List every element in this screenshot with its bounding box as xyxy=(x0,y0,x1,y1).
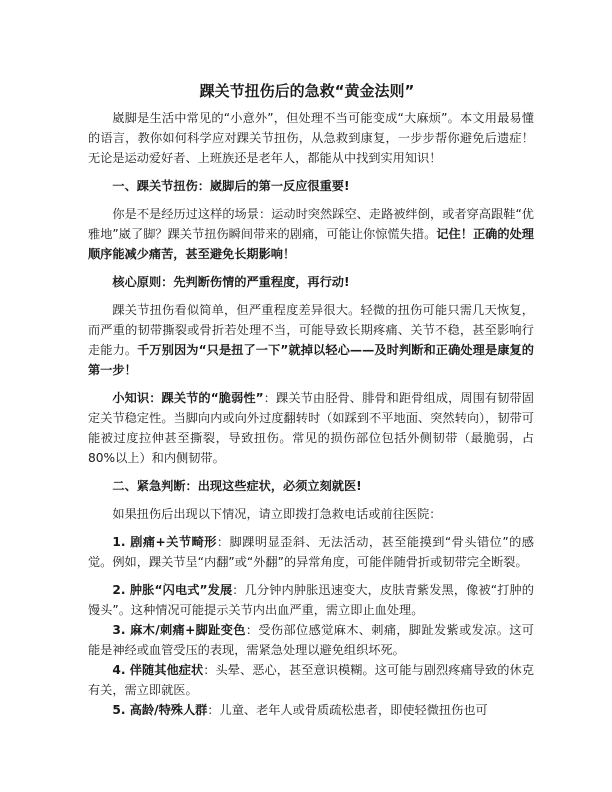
symptom-item-label: 1. 剧痛+关节畸形 xyxy=(112,535,217,549)
section-2-heading xyxy=(88,476,534,496)
symptom-item-text: ：儿童、老年人或骨质疏松患者，即使轻微扭伤也可 xyxy=(207,703,488,717)
symptom-item-label: 5. 高龄/特殊人群 xyxy=(112,703,208,717)
section-1-paragraph-2-text: 踝关节扭伤看似简单，但严重程度差异很大。轻微的扭伤可能只需几天恢复，而严重的韧带撕裂或骨折若处理不当，可能导致长期疼痛、关节不稳，甚至影响行走能力。 xyxy=(88,303,534,357)
symptom-item-5 xyxy=(88,700,534,720)
symptom-item-4 xyxy=(88,660,534,700)
core-principle-heading-text: 核心原则：先判断伤情的严重程度，再行动! xyxy=(112,275,350,289)
symptom-item-text: ：脚踝明显歪斜、无法活动，甚至能摸到“骨头错位”的感觉。例如，踝关节呈“内翻”或“外翻”的异常角度，可能伴随骨折或韧带完全断裂。 xyxy=(88,535,534,569)
section-2-heading-text: 二、紧急判断：出现这些症状，必须立刻就医! xyxy=(112,479,362,493)
symptom-item-label: 4. 伴随其他症状 xyxy=(112,663,204,677)
symptom-item-text: ：受伤部位感觉麻木、刺痛，脚趾发紫或发凉。这可能是神经或血管受压的表现，需紧急处理以避免组织坏死。 xyxy=(88,623,534,657)
symptom-item-label: 3. 麻木/刺痛+脚趾变色 xyxy=(112,623,246,637)
symptom-item-3 xyxy=(88,620,534,660)
section-1-paragraph-2-emphasis: 千万别因为“只是扭了一下”就掉以轻心——及时判断和正确处理是康复的第一步！ xyxy=(88,343,534,377)
section-2-lead: 如果扭伤后出现以下情况，请立即拨打急救电话或前往医院： xyxy=(112,507,442,521)
core-principle-heading xyxy=(88,272,534,292)
symptom-item-text: ：几分钟内肿胀迅速变大，皮肤青紫发黑，像被“打肿的馒头”。这种情况可能提示关节内出血严重，需立即止血处理。 xyxy=(88,583,534,617)
tip-paragraph xyxy=(88,388,534,468)
section-1-paragraph-1 xyxy=(88,204,534,264)
symptom-item-text: ：头晕、恶心，甚至意识模糊。这可能与剧烈疼痛导致的休克有关，需立即就医。 xyxy=(88,663,534,697)
symptom-item-2 xyxy=(88,580,534,620)
section-1-paragraph-1-emphasis: 记住！正确的处理顺序能减少痛苦，甚至避免长期影响！ xyxy=(88,227,534,261)
tip-text: ：踝关节由胫骨、腓骨和距骨组成，周围有韧带固定关节稳定性。当脚向内或向外过度翻转时（如踩到不平地面、突然转向），韧带可能被过度拉伸甚至撕裂，导致扭伤。常见的损伤部位包括外侧韧带（最脆弱，占 80%以上）和内侧韧带。 xyxy=(88,391,534,465)
intro-paragraph: 崴脚是生活中常见的“小意外”，但处理不当可能变成“大麻烦”。本文用最易懂的语言，教你如何科学应对踝关节扭伤，从急救到康复，一步步帮你避免后遗症！无论是运动爱好者、上班族还是老年人，都能从中找到实用知识！ xyxy=(88,111,534,165)
document-title: 踝关节扭伤后的急救“黄金法则” xyxy=(199,82,415,100)
tip-label: 小知识：踝关节的“脆弱性” xyxy=(112,391,264,405)
symptom-item-label: 2. 肿胀“闪电式”发展 xyxy=(112,583,233,597)
section-1-heading-text: 一、踝关节扭伤：崴脚后的第一反应很重要! xyxy=(112,179,350,193)
section-1-heading xyxy=(88,176,534,196)
symptom-item-1 xyxy=(88,532,534,572)
section-1-paragraph-2 xyxy=(88,300,534,380)
section-1-paragraph-1-text: 你是不是经历过这样的场景：运动时突然踩空、走路被绊倒，或者穿高跟鞋“优雅地”崴了脚？踝关节扭伤瞬间带来的剧痛，可能让你惊慌失措。 xyxy=(88,207,534,241)
